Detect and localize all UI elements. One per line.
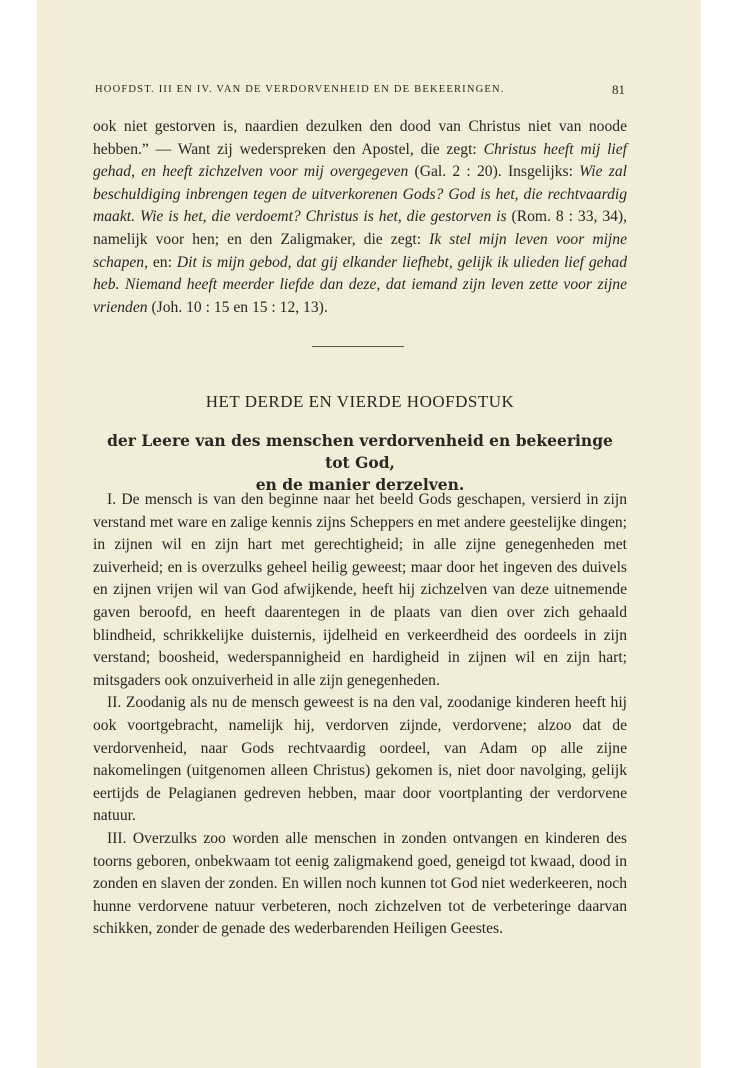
intro-text-5: (Joh. 10 : 15 en 15 : 12, 13). [147, 298, 328, 316]
intro-text-3: (Rom. 8 : 33, 34), namelijk voor hen; en den Zaligmaker, die zegt: [93, 208, 628, 248]
page-number: 81 [612, 82, 625, 97]
article-3: III. Overzulks zoo worden alle menschen in zonden ontvangen en kinderen des toorns geboren, onbekwaam tot eenig zaligmakend goed, geneigd tot kwaad, dood in zonden en slaven der zonden. En willen noch kunnen tot God niet wederkeeren, noch hunne verdorvene natuur verbeteren, noch zichzelven tot de verbeteringe daarvan schikken, zonder de genade des wederbarenden Heiligen Geestes. [93, 829, 627, 938]
running-title: HOOFDST. III EN IV. VAN DE VERDORVENHEID EN DE BEKEERINGEN. [95, 84, 505, 95]
section-divider [312, 346, 404, 347]
intro-text-2: (Gal. 2 : 20). Insgelijks: [408, 163, 580, 181]
section-heading: HET DERDE EN VIERDE HOOFDSTUK [205, 392, 515, 411]
quote-john-10: Ik stel mijn leven voor mijne schapen, [93, 230, 627, 271]
articles [93, 489, 627, 941]
intro-paragraph [93, 116, 627, 319]
running-header [95, 84, 625, 95]
section-subtitle [93, 430, 627, 496]
quote-john-15: Dit is mijn gebod, dat gij elkander liefhebt, gelijk ik ulieden lief gehad heb. Niemand heeft meerder liefde dan deze, dat iemand zijn leven zette voor zijne vrienden [93, 253, 627, 316]
article-2: II. Zoodanig als nu de mensch geweest is na den val, zoodanige kinderen heeft hij ook voortgebracht, namelijk hij, verdorven zijnde, verdorvene; alzoo dat de verdorvenheid, naar Gods rechtvaardig oordeel, van Adam op alle zijne nakomelingen (uitgenomen alleen Christus) gekomen is, niet door navolging, gelijk eertijds de Pelagianen gedreven hebben, maar door voortplanting der verdorvene natuur. [93, 694, 627, 825]
subtitle-line-1: der Leere van des menschen verdorvenheid en bekeeringe tot God, [107, 431, 613, 472]
subtitle-line-2: en de manier derzelven. [255, 475, 465, 494]
quote-galatians: Christus heeft mij lief gehad, en heeft zichzelven voor mij overgegeven [93, 140, 628, 181]
intro-text-4: en: [148, 253, 177, 271]
intro-text-1: ook niet gestorven is, naardien dezulken den dood van Christus niet van noode hebben.” — Want zij wederspreken den Apostel, die zegt: [93, 118, 627, 158]
quote-romans: Wie zal beschuldiging inbrengen tegen de uitverkorenen Gods? God is het, die rechtvaardig maakt. Wie is het, die verdoemt? Christus is het, die gestorven is [93, 163, 627, 226]
article-1: I. De mensch is van den beginne naar het beeld Gods geschapen, versierd in zijn verstand met ware en zalige kennis zijns Scheppers en met andere geestelijke dingen; in zijnen wil en zijn hart met gerechtigheid; in alle zijne genegenheden met zuiverheid; en is overzulks geheel heilig geweest; maar door het ingeven des duivels en zijnen vrijen wil van God afwijkende, heeft hij zichzelven van deze uitnemende gaven beroofd, en heeft daarentegen in de plaats van dien over zich gehaald blindheid, schrikkelijke duisternis, ijdelheid en verkeerdheid des oordeels in zijn verstand; boosheid, wederspannigheid en hardigheid in zijnen wil en zijn hart; mitsgaders ook onzuiverheid in alle zijn genegenheden. [93, 491, 627, 689]
